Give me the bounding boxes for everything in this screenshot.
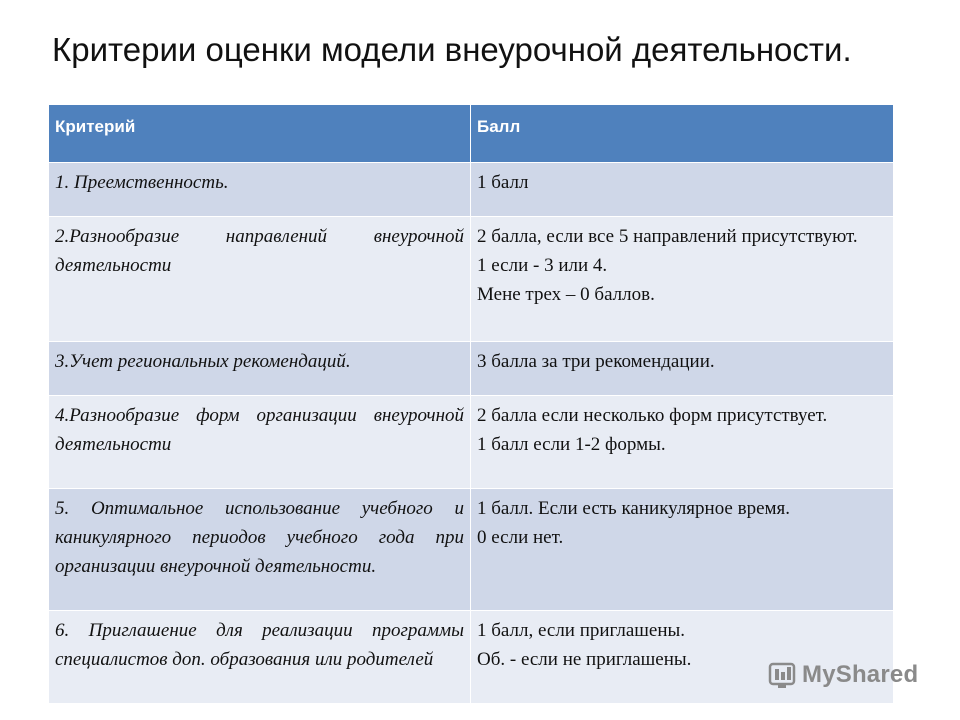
header-criterion: Критерий	[49, 105, 471, 163]
score-text: 2 балла если несколько форм присутствует.	[477, 405, 828, 426]
criterion-cell	[49, 396, 471, 489]
score-cell	[471, 163, 894, 217]
criterion-text: 2.Разнообразие направлений внеурочной деятельности	[55, 226, 464, 276]
criterion-text: 4.Разнообразие форм организации внеурочной деятельности	[55, 405, 464, 455]
watermark-text: MyShared	[802, 661, 919, 688]
score-text: Об. - если не приглашены.	[477, 649, 692, 670]
score-text: 3 балла за три рекомендации.	[477, 351, 715, 372]
criterion-cell	[49, 611, 471, 704]
score-text: 0 если нет.	[477, 527, 564, 548]
score-text: 1 балл, если приглашены.	[477, 620, 686, 641]
criterion-cell	[49, 217, 471, 342]
header-score: Балл	[471, 105, 894, 163]
score-text: 1 балл если 1-2 формы.	[477, 434, 666, 455]
criterion-cell	[49, 489, 471, 611]
score-text: 1 если - 3 или 4.	[477, 255, 608, 276]
score-text: 1 балл	[477, 172, 529, 193]
score-text: 1 балл. Если есть каникулярное время.	[477, 498, 791, 519]
score-text: 2 балла, если все 5 направлений присутствуют.	[477, 226, 858, 247]
table-row	[49, 163, 894, 217]
criterion-cell	[49, 163, 471, 217]
score-cell	[471, 217, 894, 342]
table-row	[49, 217, 894, 342]
table-row	[49, 611, 894, 704]
criterion-text: 1. Преемственность.	[55, 172, 229, 193]
myshared-watermark	[768, 658, 918, 692]
page-title: Критерии оценки модели внеурочной деятельности.	[52, 31, 852, 68]
criteria-table	[48, 104, 894, 704]
myshared-logo-icon	[768, 660, 798, 690]
table-row	[49, 489, 894, 611]
score-cell	[471, 396, 894, 489]
score-text: Мене трех – 0 баллов.	[477, 284, 655, 305]
score-cell	[471, 342, 894, 396]
table-row	[49, 396, 894, 489]
score-cell	[471, 489, 894, 611]
criterion-cell	[49, 342, 471, 396]
table-row	[49, 342, 894, 396]
criterion-text: 6. Приглашение для реализации программы специалистов доп. образования или родителей	[55, 620, 464, 670]
table-header-row	[49, 105, 894, 163]
criterion-text: 3.Учет региональных рекомендаций.	[55, 351, 351, 372]
criterion-text: 5. Оптимальное использование учебного и каникулярного периодов учебного года при организации внеурочной деятельности.	[55, 498, 464, 577]
